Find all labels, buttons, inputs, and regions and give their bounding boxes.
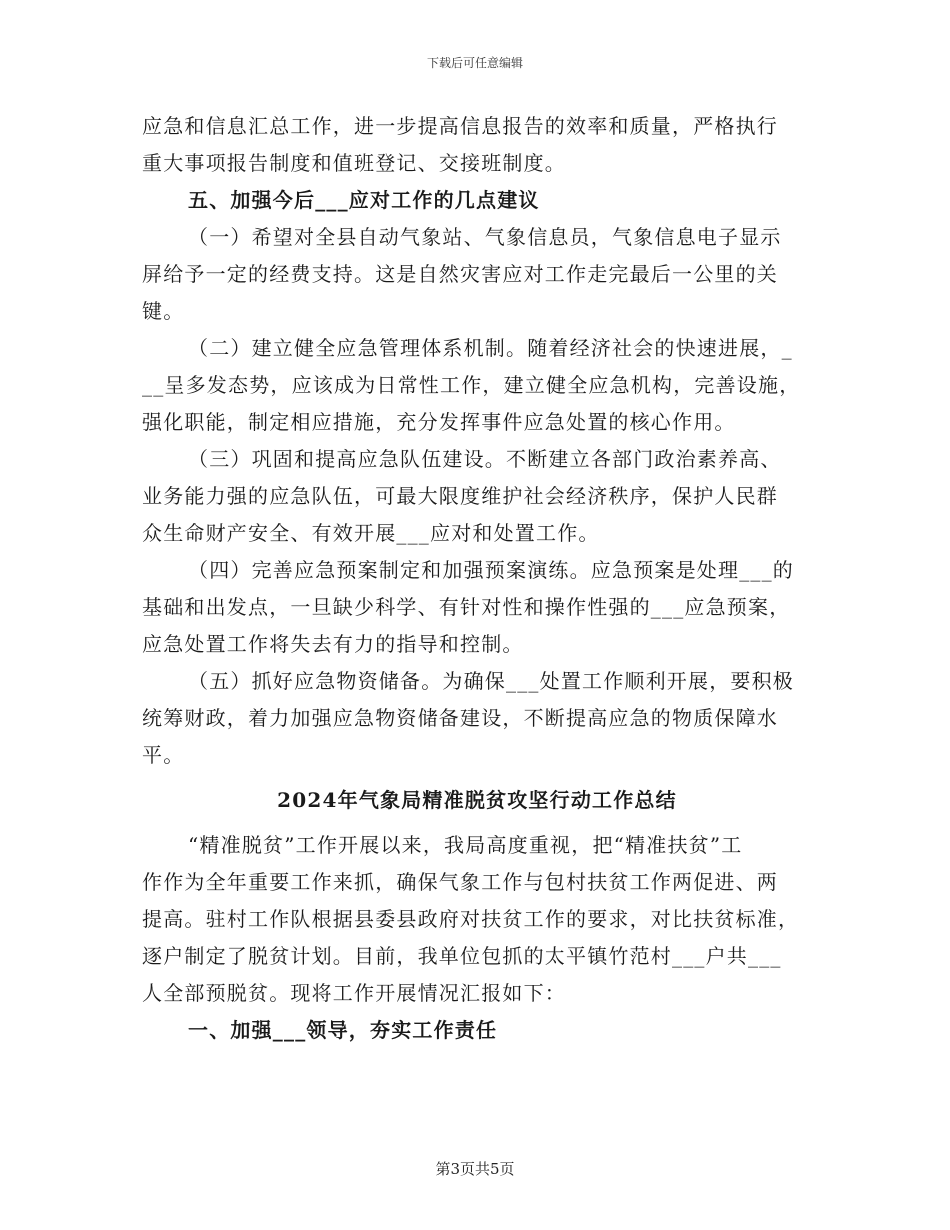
paragraph-line: 作作为全年重要工作来抓，确保气象工作与包村扶贫工作两促进、两 — [142, 870, 778, 894]
paragraph-line: 屏给予一定的经费支持。这是自然灾害应对工作走完最后一公里的关 — [142, 262, 778, 286]
paragraph-line: （三）巩固和提高应急队伍建设。不断建立各部门政治素养高、 — [188, 447, 782, 471]
section-heading: 五、加强今后___应对工作的几点建议 — [188, 188, 540, 212]
paragraph-line: “精准脱贫”工作开展以来，我局高度重视，把“精准扶贫”工 — [188, 833, 743, 857]
paragraph-line: （四）完善应急预案制定和加强预案演练。应急预案是处理___的 — [188, 558, 794, 582]
paragraph-line: （二）建立健全应急管理体系机制。随着经济社会的快速进展，_ — [188, 336, 793, 360]
paragraph-line: 人全部预脱贫。现将工作开展情况汇报如下： — [142, 981, 566, 1005]
paragraph-line: 提高。驻村工作队根据县委县政府对扶贫工作的要求，对比扶贫标准， — [142, 907, 800, 931]
paragraph-line: 平。 — [142, 743, 185, 767]
paragraph-line: 众生命财产安全、有效开展___应对和处置工作。 — [142, 521, 600, 545]
paragraph-line: 键。 — [142, 299, 185, 323]
paragraph-line: （五）抓好应急物资储备。为确保___处置工作顺利开展，要积极 — [188, 669, 794, 693]
document-title: 2024年气象局精准脱贫攻坚行动工作总结 — [277, 788, 677, 812]
page-number: 第3页共5页 — [435, 1160, 515, 1178]
paragraph-line: 应急和信息汇总工作，进一步提高信息报告的效率和质量，严格执行 — [142, 114, 778, 138]
paragraph-line: 业务能力强的应急队伍，可最大限度维护社会经济秩序，保护人民群 — [142, 484, 778, 508]
paragraph-line: __呈多发态势，应该成为日常性工作，建立健全应急机构，完善设施， — [142, 373, 801, 397]
paragraph-line: （一）希望对全县自动气象站、气象信息员，气象信息电子显示 — [188, 225, 782, 249]
document-body — [142, 108, 812, 1049]
header-note: 下载后可任意编辑 — [426, 56, 523, 70]
paragraph-line: 逐户制定了脱贫计划。目前，我单位包抓的太平镇竹范村___户共___ — [142, 944, 782, 968]
paragraph-line: 强化职能，制定相应措施，充分发挥事件应急处置的核心作用。 — [142, 410, 736, 434]
paragraph-line: 统筹财政，着力加强应急物资储备建设，不断提高应急的物质保障水 — [142, 706, 778, 730]
paragraph-line: 应急处置工作将失去有力的指导和控制。 — [142, 632, 524, 656]
paragraph-line: 重大事项报告制度和值班登记、交接班制度。 — [142, 151, 566, 175]
paragraph-line: 基础和出发点，一旦缺少科学、有针对性和操作性强的___应急预案， — [142, 595, 791, 619]
section-heading: 一、加强___领导，夯实工作责任 — [188, 1018, 498, 1042]
